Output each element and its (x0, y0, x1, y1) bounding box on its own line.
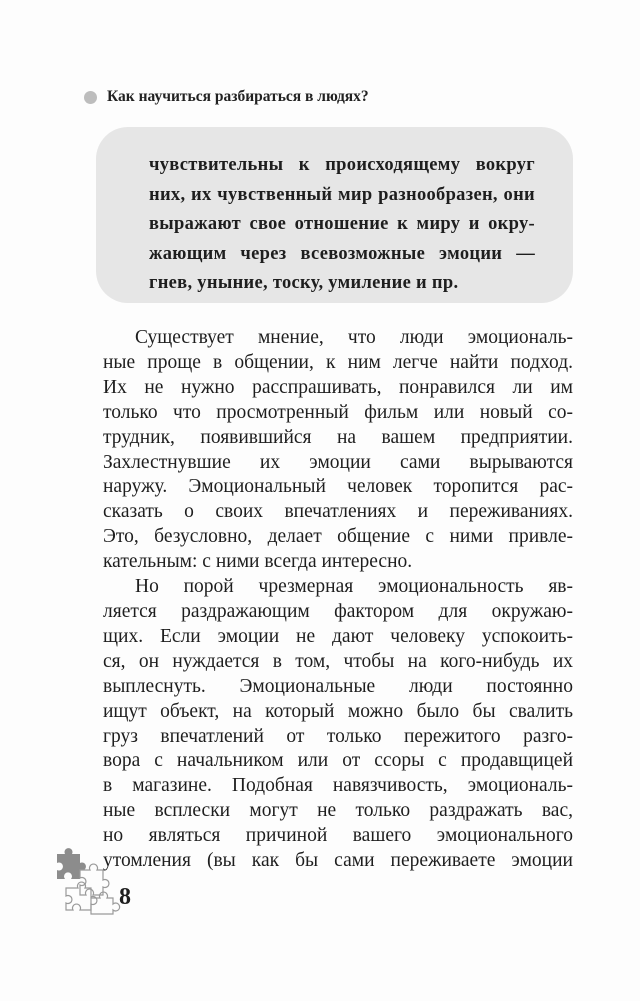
chapter-title: Как научиться разбираться в людях? (107, 88, 369, 105)
text-line: только что просмотренный фильм или новый со- (103, 401, 573, 423)
text-line: наружу. Эмоциональный человек торопится рас- (103, 476, 573, 498)
running-header (84, 88, 369, 106)
highlight-text (149, 151, 535, 299)
text-line: кательным: с ними всегда интересно. (103, 551, 413, 573)
text-line: ные проще в общении, к ним легче найти подход. (103, 351, 573, 373)
bullet-icon (84, 91, 97, 104)
text-line: но являться причиной вашего эмоционального (103, 825, 573, 847)
text-line: ся, он нуждается в том, чтобы на кого-нибудь их (103, 650, 573, 672)
text-line: ляется раздражающим фактором для окружаю- (103, 600, 573, 622)
text-line: щих. Если эмоции не дают человеку успокоить- (103, 625, 573, 647)
highlight-line: жающим через всевозможные эмоции — (149, 243, 535, 264)
text-line: Захлестнувшие их эмоции сами вырываются (103, 451, 573, 473)
text-line: вора с начальником или от ссоры с продавщицей (103, 750, 573, 772)
text-line: трудник, появившийся на вашем предприятии. (103, 426, 573, 448)
text-line: груз впечатлений от только пережитого разго- (103, 725, 573, 747)
highlight-box (96, 127, 573, 303)
text-line: Существует мнение, что люди эмоциональ- (135, 327, 573, 348)
highlight-line: гнев, уныние, тоску, умиление и пр. (149, 273, 459, 293)
text-line: Их не нужно расспрашивать, понравился ли им (103, 376, 573, 398)
text-line: Это, безусловно, делает общение с ними привле- (103, 526, 573, 548)
text-line: ищут объект, на который можно было бы свалить (103, 700, 573, 722)
highlight-line: чувствительны к происходящему вокруг (149, 155, 535, 175)
page-number: 8 (119, 884, 131, 910)
highlight-line: выражают свое отношение к миру и окру- (149, 214, 535, 234)
text-line: утомления (вы как бы сами переживаете эмоции (103, 850, 573, 872)
text-line: в магазине. Подобная навязчивость, эмоциональ- (103, 775, 573, 797)
text-line: выплеснуть. Эмоциональные люди постоянно (103, 675, 573, 697)
body-text (103, 326, 573, 874)
text-line: Но порой чрезмерная эмоциональность яв- (135, 576, 573, 598)
text-line: ные всплески могут не только раздражать вас, (103, 800, 573, 822)
puzzle-icon (52, 848, 122, 918)
text-line: сказать о своих впечатлениях и переживаниях. (103, 501, 573, 523)
highlight-line: них, их чувственный мир разнообразен, они (149, 184, 535, 205)
